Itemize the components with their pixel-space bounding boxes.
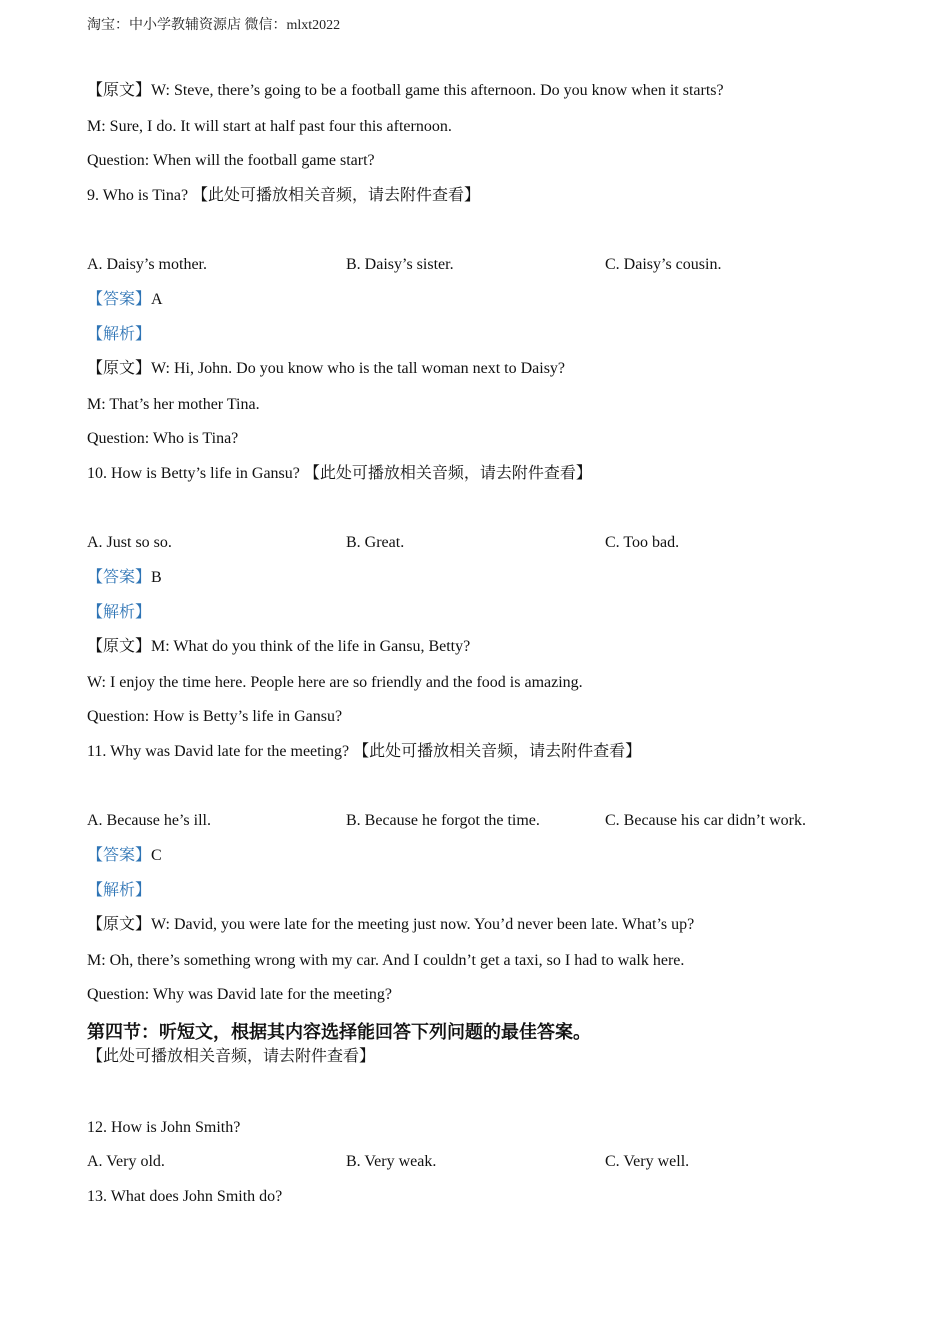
- q10-analysis-label: 【解析】: [87, 604, 152, 621]
- q11-analysis-label: 【解析】: [87, 882, 152, 899]
- q10-option-a: A. Just so so.: [87, 534, 172, 551]
- q10-option-b: B. Great.: [346, 534, 405, 551]
- q11-question: 11. Why was David late for the meeting? 【此处可播放相关音频，请去附件查看】: [87, 743, 642, 760]
- q11-transcript-3: Question: Why was David late for the meeting?: [87, 986, 392, 1003]
- answer-label: 【答案】: [87, 847, 152, 864]
- q10-option-c: C. Too bad.: [605, 534, 680, 551]
- q9-option-b: B. Daisy’s sister.: [346, 256, 454, 273]
- answer-value: B: [151, 569, 162, 586]
- q12-option-b: B. Very weak.: [346, 1153, 437, 1170]
- q9-option-a: A. Daisy’s mother.: [87, 256, 207, 273]
- q8-transcript-man: M: Sure, I do. It will start at half past four this afternoon.: [87, 118, 452, 135]
- page-header: 淘宝：中小学教辅资源店 微信：mlxt2022: [87, 18, 341, 33]
- q8-transcript-woman: 【原文】W: Steve, there’s going to be a football game this afternoon. Do you know when it starts?: [87, 82, 724, 99]
- q12-option-a: A. Very old.: [87, 1153, 165, 1170]
- q8-transcript-question: Question: When will the football game start?: [87, 152, 375, 169]
- q13-question: 13. What does John Smith do?: [87, 1188, 283, 1205]
- q9-option-c: C. Daisy’s cousin.: [605, 256, 722, 273]
- q12-option-c: C. Very well.: [605, 1153, 690, 1170]
- answer-value: A: [151, 291, 163, 308]
- q12-options: [87, 1152, 847, 1172]
- q10-transcript-3: Question: How is Betty’s life in Gansu?: [87, 708, 343, 725]
- answer-label: 【答案】: [87, 569, 152, 586]
- q10-question: 10. How is Betty’s life in Gansu? 【此处可播放相关音频，请去附件查看】: [87, 465, 592, 482]
- q9-options: [87, 255, 847, 275]
- q9-transcript-1: 【原文】W: Hi, John. Do you know who is the tall woman next to Daisy?: [87, 360, 566, 377]
- q11-answer: [87, 846, 162, 866]
- q11-options: [87, 811, 847, 831]
- q11-option-c: C. Because his car didn’t work.: [605, 812, 806, 829]
- q9-analysis-label: 【解析】: [87, 326, 152, 343]
- q10-answer: [87, 568, 162, 588]
- q11-option-b: B. Because he forgot the time.: [346, 812, 540, 829]
- q11-option-a: A. Because he’s ill.: [87, 812, 211, 829]
- q10-transcript-2: W: I enjoy the time here. People here are so friendly and the food is amazing.: [87, 674, 583, 691]
- q9-transcript-3: Question: Who is Tina?: [87, 430, 239, 447]
- section-4-audio-note: 【此处可播放相关音频，请去附件查看】: [87, 1048, 376, 1065]
- q11-transcript-2: M: Oh, there’s something wrong with my car. And I couldn’t get a taxi, so I had to walk here.: [87, 952, 685, 969]
- q9-answer: [87, 290, 163, 310]
- q9-question: 9. Who is Tina? 【此处可播放相关音频，请去附件查看】: [87, 187, 481, 204]
- q11-transcript-1: 【原文】W: David, you were late for the meeting just now. You’d never been late. What’s up?: [87, 916, 695, 933]
- section-4-title: 第四节：听短文，根据其内容选择能回答下列问题的最佳答案。: [87, 1022, 591, 1043]
- q9-transcript-2: M: That’s her mother Tina.: [87, 396, 260, 413]
- q10-options: [87, 533, 847, 553]
- answer-value: C: [151, 847, 162, 864]
- answer-label: 【答案】: [87, 291, 152, 308]
- q10-transcript-1: 【原文】M: What do you think of the life in Gansu, Betty?: [87, 638, 471, 655]
- q12-question: 12. How is John Smith?: [87, 1119, 241, 1136]
